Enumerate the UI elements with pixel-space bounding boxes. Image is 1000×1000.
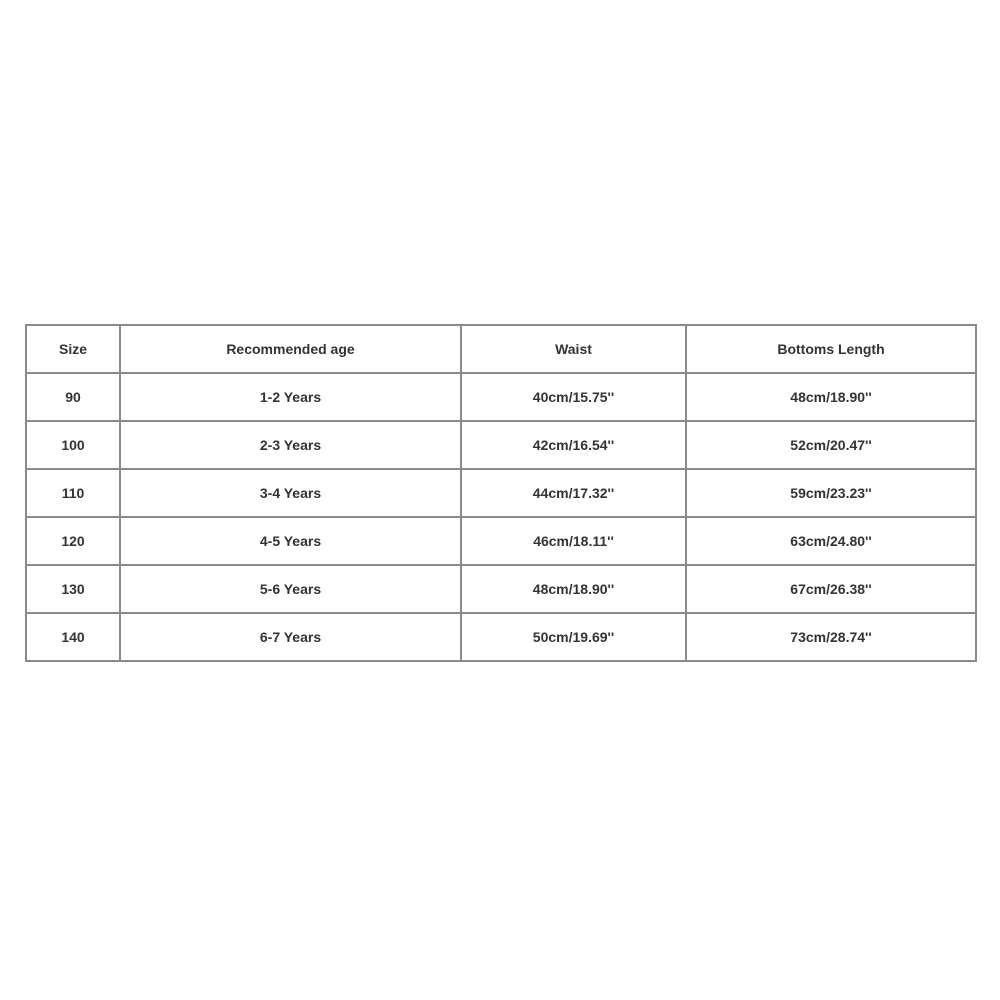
table-body xyxy=(26,373,976,661)
header-bottoms-length: Bottoms Length xyxy=(686,325,976,373)
table-row xyxy=(26,373,976,421)
cell-size: 120 xyxy=(26,517,120,565)
table-row xyxy=(26,613,976,661)
cell-recommended-age: 6-7 Years xyxy=(120,613,461,661)
cell-waist: 42cm/16.54'' xyxy=(461,421,686,469)
cell-bottoms-length: 73cm/28.74'' xyxy=(686,613,976,661)
header-waist: Waist xyxy=(461,325,686,373)
cell-bottoms-length: 67cm/26.38'' xyxy=(686,565,976,613)
cell-waist: 40cm/15.75'' xyxy=(461,373,686,421)
table-row xyxy=(26,565,976,613)
table-row xyxy=(26,517,976,565)
cell-recommended-age: 4-5 Years xyxy=(120,517,461,565)
size-chart-table xyxy=(25,324,977,662)
cell-recommended-age: 3-4 Years xyxy=(120,469,461,517)
cell-size: 130 xyxy=(26,565,120,613)
cell-waist: 50cm/19.69'' xyxy=(461,613,686,661)
cell-size: 90 xyxy=(26,373,120,421)
cell-recommended-age: 1-2 Years xyxy=(120,373,461,421)
cell-recommended-age: 5-6 Years xyxy=(120,565,461,613)
cell-bottoms-length: 52cm/20.47'' xyxy=(686,421,976,469)
cell-recommended-age: 2-3 Years xyxy=(120,421,461,469)
cell-bottoms-length: 48cm/18.90'' xyxy=(686,373,976,421)
cell-waist: 46cm/18.11'' xyxy=(461,517,686,565)
table-row xyxy=(26,421,976,469)
cell-bottoms-length: 63cm/24.80'' xyxy=(686,517,976,565)
cell-waist: 44cm/17.32'' xyxy=(461,469,686,517)
cell-waist: 48cm/18.90'' xyxy=(461,565,686,613)
cell-size: 140 xyxy=(26,613,120,661)
header-recommended-age: Recommended age xyxy=(120,325,461,373)
header-row xyxy=(26,325,976,373)
cell-size: 100 xyxy=(26,421,120,469)
table-row xyxy=(26,469,976,517)
cell-size: 110 xyxy=(26,469,120,517)
cell-bottoms-length: 59cm/23.23'' xyxy=(686,469,976,517)
header-size: Size xyxy=(26,325,120,373)
table-header xyxy=(26,325,976,373)
